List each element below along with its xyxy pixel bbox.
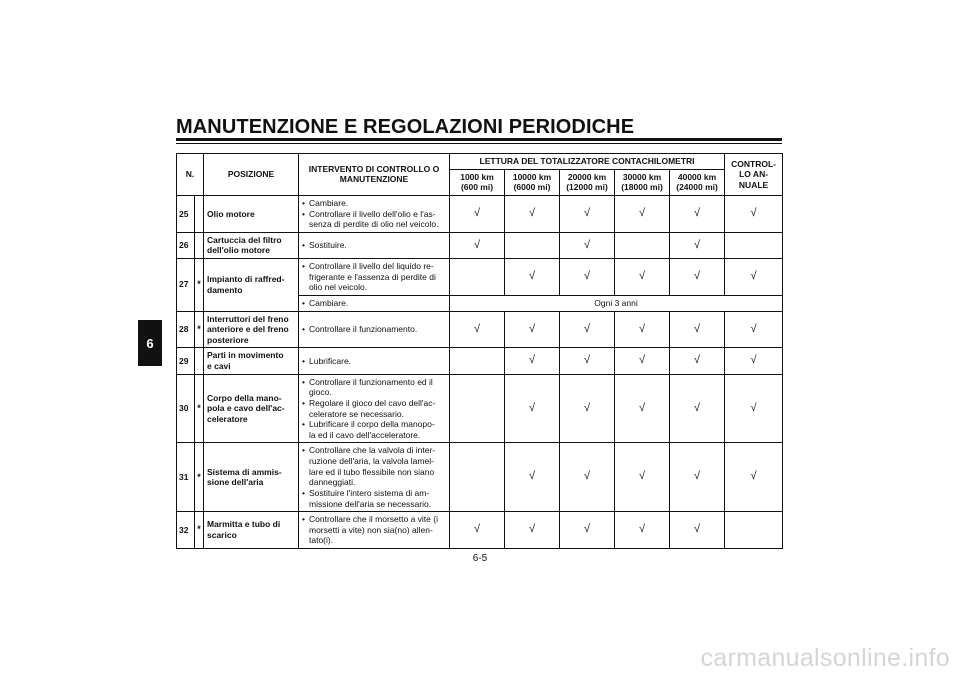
check-mark: √ <box>560 374 615 443</box>
title-rule-thin <box>176 143 782 144</box>
row-number: 26 <box>177 232 195 258</box>
action-item: • Lubrificare. <box>302 356 446 367</box>
row-star <box>195 232 204 258</box>
table-row <box>177 443 783 512</box>
empty-cell <box>450 259 505 296</box>
check-mark: √ <box>615 512 670 549</box>
title-rule-thick <box>176 138 782 141</box>
row-actions <box>299 374 450 443</box>
check-mark: √ <box>670 195 725 232</box>
check-mark: √ <box>670 348 725 374</box>
row-number: 30 <box>177 374 195 443</box>
row-star: * <box>195 443 204 512</box>
row-number: 29 <box>177 348 195 374</box>
row-star: * <box>195 311 204 348</box>
table-row <box>177 512 783 549</box>
action-item: • Sostituire l'intero sistema di am- missione dell'aria se necessario. <box>302 488 446 509</box>
header-km-2: 20000 km (12000 mi) <box>560 169 615 195</box>
header-km-4: 40000 km (24000 mi) <box>670 169 725 195</box>
action-list <box>302 198 446 230</box>
action-list <box>302 324 446 335</box>
check-mark: √ <box>560 348 615 374</box>
header-position: POSIZIONE <box>204 154 299 196</box>
action-item: • Lubrificare il corpo della manopo- la ed il cavo dell'acceleratore. <box>302 419 446 440</box>
check-mark: √ <box>450 311 505 348</box>
row-position: Parti in movimento e cavi <box>204 348 299 374</box>
action-list <box>302 298 446 309</box>
chapter-tab: 6 <box>138 320 162 366</box>
header-odometer: LETTURA DEL TOTALIZZATORE CONTACHILOMETRI <box>450 154 725 170</box>
action-list <box>302 445 446 509</box>
row-number: 25 <box>177 195 195 232</box>
check-mark: √ <box>615 443 670 512</box>
row-actions <box>299 195 450 232</box>
action-item: • Regolare il gioco del cavo dell'ac- celeratore se necessario. <box>302 398 446 419</box>
empty-cell <box>725 512 783 549</box>
row-star: * <box>195 512 204 549</box>
check-mark: √ <box>560 232 615 258</box>
check-mark: √ <box>560 311 615 348</box>
check-mark: √ <box>450 232 505 258</box>
row-actions <box>299 512 450 549</box>
table-row <box>177 374 783 443</box>
action-item: • Controllare il livello del liquido re- frigerante e l'assenza di perdite di olio nel veicolo. <box>302 261 446 293</box>
row-position: Interruttori del freno anteriore e del freno posteriore <box>204 311 299 348</box>
check-mark: √ <box>725 311 783 348</box>
action-list <box>302 377 446 441</box>
check-mark: √ <box>615 195 670 232</box>
check-mark: √ <box>670 259 725 296</box>
action-item: • Controllare il funzionamento ed il gioco. <box>302 377 446 398</box>
check-mark: √ <box>670 232 725 258</box>
row-number: 32 <box>177 512 195 549</box>
empty-cell <box>615 232 670 258</box>
check-mark: √ <box>615 259 670 296</box>
row-position: Corpo della mano- pola e cavo dell'ac- celeratore <box>204 374 299 443</box>
table-body <box>177 195 783 548</box>
check-mark: √ <box>505 374 560 443</box>
action-list <box>302 261 446 293</box>
action-list <box>302 356 446 367</box>
check-mark: √ <box>505 259 560 296</box>
header-n: N. <box>177 154 204 196</box>
header-annual: CONTROL- LO AN- NUALE <box>725 154 783 196</box>
row-actions <box>299 232 450 258</box>
check-mark: √ <box>670 374 725 443</box>
table-row <box>177 259 783 296</box>
check-mark: √ <box>725 374 783 443</box>
empty-cell <box>725 232 783 258</box>
table-row <box>177 348 783 374</box>
empty-cell <box>450 443 505 512</box>
header-km-1: 10000 km (6000 mi) <box>505 169 560 195</box>
check-mark: √ <box>725 259 783 296</box>
action-item: • Controllare il funzionamento. <box>302 324 446 335</box>
action-list <box>302 514 446 546</box>
check-mark: √ <box>725 348 783 374</box>
maintenance-table <box>176 153 783 549</box>
row-actions <box>299 348 450 374</box>
row-position: Cartuccia del filtro dell'olio motore <box>204 232 299 258</box>
table-row <box>177 232 783 258</box>
check-mark: √ <box>670 443 725 512</box>
check-mark: √ <box>560 259 615 296</box>
check-mark: √ <box>615 311 670 348</box>
empty-cell <box>505 232 560 258</box>
check-mark: √ <box>505 348 560 374</box>
row-number: 28 <box>177 311 195 348</box>
row-number: 31 <box>177 443 195 512</box>
table-row <box>177 311 783 348</box>
check-mark: √ <box>615 374 670 443</box>
row-position: Impianto di raffred- damento <box>204 259 299 312</box>
check-mark: √ <box>670 311 725 348</box>
check-mark: √ <box>670 512 725 549</box>
action-list <box>302 240 446 251</box>
row-position: Marmitta e tubo di scarico <box>204 512 299 549</box>
action-item: • Sostituire. <box>302 240 446 251</box>
check-mark: √ <box>725 195 783 232</box>
row-star <box>195 195 204 232</box>
row-actions <box>299 443 450 512</box>
action-item: • Controllare che la valvola di inter- ruzione dell'aria, la valvola lamel- lare ed il tubo flessibile non siano danneggiati. <box>302 445 446 488</box>
check-mark: √ <box>560 443 615 512</box>
header-km-0: 1000 km (600 mi) <box>450 169 505 195</box>
empty-cell <box>450 374 505 443</box>
row-actions <box>299 311 450 348</box>
check-mark: √ <box>560 195 615 232</box>
row-number: 27 <box>177 259 195 312</box>
row-position: Sistema di ammis- sione dell'aria <box>204 443 299 512</box>
page-title: MANUTENZIONE E REGOLAZIONI PERIODICHE <box>176 116 635 138</box>
action-item: • Cambiare. <box>302 198 446 209</box>
check-mark: √ <box>560 512 615 549</box>
empty-cell <box>450 348 505 374</box>
interval-note: Ogni 3 anni <box>450 295 783 311</box>
header-km-3: 30000 km (18000 mi) <box>615 169 670 195</box>
check-mark: √ <box>450 512 505 549</box>
header-intervention: INTERVENTO DI CONTROLLO O MANUTENZIONE <box>299 154 450 196</box>
row-actions <box>299 259 450 296</box>
action-item: • Controllare che il morsetto a vite (i morsetti a vite) non sia(no) allen- tato(i). <box>302 514 446 546</box>
check-mark: √ <box>505 512 560 549</box>
check-mark: √ <box>615 348 670 374</box>
watermark: carmanualsonline.info <box>700 644 950 672</box>
check-mark: √ <box>450 195 505 232</box>
check-mark: √ <box>725 443 783 512</box>
check-mark: √ <box>505 195 560 232</box>
row-star <box>195 348 204 374</box>
row-star: * <box>195 374 204 443</box>
action-item: • Cambiare. <box>302 298 446 309</box>
table-row <box>177 195 783 232</box>
row-actions <box>299 295 450 311</box>
page-number: 6-5 <box>472 553 488 564</box>
check-mark: √ <box>505 311 560 348</box>
row-position: Olio motore <box>204 195 299 232</box>
row-star: * <box>195 259 204 312</box>
check-mark: √ <box>505 443 560 512</box>
action-item: • Controllare il livello dell'olio e l'as- senza di perdite di olio nel veicolo. <box>302 209 446 230</box>
